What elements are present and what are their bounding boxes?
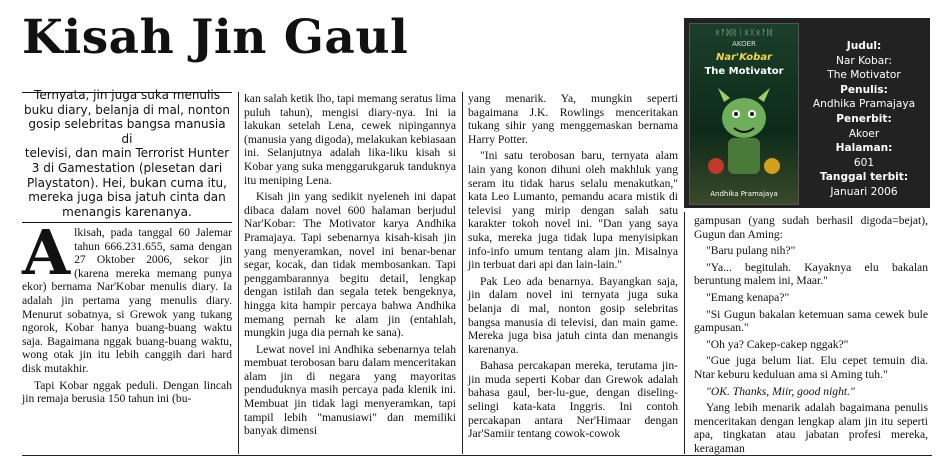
paragraph: kan salah ketik lho, tapi memang seratus lima puluh tahun), mengisi diary-nya. Ini ia lakukan setelah Lena, cewek nipingannya (manusia yang digoda), melakukan kebiasaan ini. Selanjutnya adalah lika-liku kisah si Kobar yang suka menggarukgaruk tanduknya itu meniping Lena. <box>244 92 456 187</box>
dialogue-line: "Oh ya? Cakep-cakep nggak?" <box>706 337 849 351</box>
lead-line: mereka juga bisa jatuh cinta dan <box>28 190 226 205</box>
penerbit-value: Akoer <box>848 127 880 140</box>
dialogue-line: "Gue juga belum liat. Elu cepet temuin dia. Ntar keburu keduluan ama si Aming tuh." <box>694 354 928 381</box>
judul-value: Nar Kobar: <box>836 54 892 67</box>
dialogue-line: "Ya... begitulah. Kayaknya elu bakalan beruntung malem ini, Maar." <box>694 260 928 288</box>
dialogue-line: "Emang kenapa?" <box>706 290 790 304</box>
tanggal-terbit-label: Tanggal terbit: <box>819 171 909 184</box>
paragraph: gampusan (yang sudah berhasil digoda=bejat), Gugun dan Aming: <box>694 214 928 241</box>
book-info-box <box>684 18 930 208</box>
dialogue-line: "OK. Thanks, Miir, good night." <box>706 384 855 398</box>
cover-title: Nar'Kobar <box>715 52 773 63</box>
cover-publisher: AKOER <box>732 40 756 48</box>
lead-line: televisi, dan main Terrorist Hunter <box>24 146 230 161</box>
lead-line: Ternyata, jin juga suka menulis <box>34 88 220 102</box>
dialogue-line: "Si Gugun bakalan ketemuan sama cewek bule gampusan." <box>694 307 928 335</box>
paragraph: "Ini satu terobosan baru, ternyata alam lain yang konon dihuni oleh makhluk yang seram itu tidak harus selalu menakutkan," kata Leo Lumanto, pemandu acara mistik di televisi yang mirip dengan salah satu karakter tokoh novel ini. "Dan yang saya suka, mereka juga tidak lupa menyisipkan info-info umum tentang alam jin. Misalnya jin terbuat dari api dan lain-lain." <box>468 149 678 272</box>
column-divider <box>238 92 239 454</box>
paragraph: Tapi Kobar nggak peduli. Dengan lincah jin remaja berusia 150 tahun ini (bu- <box>22 378 232 406</box>
lead-line: menangis karenanya. <box>62 204 192 219</box>
tanggal-terbit-value: Januari 2006 <box>830 185 898 198</box>
column-1 <box>22 216 232 409</box>
lead-line: Playstaton). Hei, bukan cuma itu, <box>27 175 227 190</box>
halaman-label: Halaman: <box>835 142 893 155</box>
column-4 <box>694 214 928 459</box>
penulis-value: Andhika Pramajaya <box>812 98 916 111</box>
book-info-list <box>802 23 926 200</box>
cover-runes: ᛟᚨᛞᚱᛁᛟᚷᛟᚨᛞ <box>715 28 773 37</box>
paragraph: Pak Leo ada benarnya. Bayangkan saja, jin dalam novel ini ternyata juga suka belanja di mal, nonton gosip selebritas bangsa manusia di televisi, dan main game. Mereka juga bisa jatuh cinta dan menangis karenanya. <box>468 274 678 356</box>
paragraph: Yang lebih menarik adalah bagaimana penulis menceritakan dengan lengkap alam jin itu seperti apa, tingkatan atau jabatan profesi mereka, keragaman <box>694 401 928 455</box>
lead-paragraph <box>22 88 232 219</box>
lead-line: buku diary, belanja di mal, nonton <box>24 102 230 117</box>
dialogue-line: "Baru pulang nih?" <box>706 244 796 258</box>
column-divider <box>462 92 463 454</box>
judul-label: Judul: <box>846 40 882 52</box>
paragraph: yang menarik. Ya, mungkin seperti bagaimana J.K. Rowlings menceritakan tukang sihir yang menggemaskan bernama Harry Potter. <box>468 92 678 146</box>
paragraph <box>22 216 232 376</box>
jin-illustration-icon <box>704 84 784 184</box>
drop-cap: A <box>22 216 71 289</box>
paragraph: Bahasa percakapan mereka, terutama jin-jin muda seperti Kobar dan Grewok adalah bahasa gaul, ber-lu-gue, dengan diseling-selingi kata-kata Inggris. Ini contoh percakapan antara Ner'Himaar dengan Jar'Samiir tentang cowok-cowok <box>468 359 678 441</box>
cover-subtitle: The Motivator <box>704 66 784 77</box>
column-3 <box>468 92 678 444</box>
lead-line: 3 di Gamestation (plesetan dari <box>31 160 223 175</box>
judul-value: The Motivator <box>827 69 901 82</box>
headline: Kisah Jin Gaul <box>22 10 409 65</box>
penerbit-label: Penerbit: <box>836 112 892 125</box>
bottom-divider <box>22 455 932 456</box>
penulis-label: Penulis: <box>840 83 888 96</box>
paragraph: Kisah jin yang sedikit nyeleneh ini dapat dibaca dalam novel 600 halaman berjudul Nar'Kobar: The Motivator karya Andhika Pramajaya. Tapi sebenarnya kisah-kisah jin yang menyeramkan, novel ini benar-benar segar, kocak, dan tidak membosankan. Tapi penggambarannya begitu detail, lengkap dengan istilah dan segala tetek bengeknya, hingga kita hampir percaya bahwa Andhika memang pernah ke alam jin (entahlah, mungkin juga dia pernah ke sana). <box>244 190 456 340</box>
halaman-value: 601 <box>853 156 875 169</box>
column-divider <box>684 212 685 454</box>
paragraph-text: lkisah, pada tanggal 60 Jalemar tahun 666.231.655, sama dengan 27 Oktober 2006, sekor jin (karena mereka memang punya ekor) bernama Nar'Kobar menulis diary. Ia adalah jin pertama yang menulis diary. Menurut sobatnya, si Grewok yang tukang ngorok, Kobar hanya buang-buang waktu saja. Bagaimana nggak buang-buang waktu, wong otak jin itu lebih canggih dari hard disk mutakhir. <box>22 226 232 375</box>
column-2 <box>244 92 456 441</box>
lead-line: gosip selebritas bangsa manusia di <box>28 117 226 146</box>
book-cover-image <box>689 23 799 205</box>
cover-author: Andhika Pramajaya <box>710 190 778 198</box>
paragraph: Lewat novel ini Andhika sebenarnya telah membuat terobosan baru dalam menceritakan alam jin di negara yang mayoritas penduduknya masih percaya pada klenik ini. Membuat jin tidak lagi menyeramkan, tapi tampil lebih "manusiawi" dan memiliki banyak dimensi <box>244 342 456 438</box>
lead-top-divider <box>22 92 232 93</box>
